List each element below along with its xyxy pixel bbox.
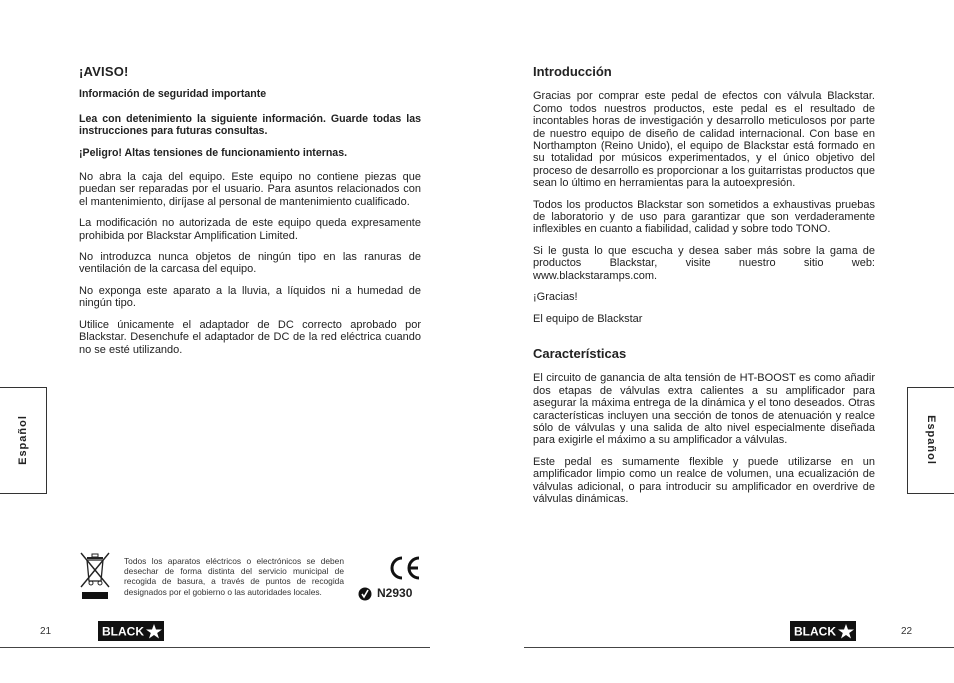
weee-notice: Todos los aparatos eléctricos o electrónicos se deben desechar de forma distinta del servicio municipal de recogida de basura, a través de puntos de recogida designados por el gobierno o las autoridades locales. (124, 556, 344, 597)
c-tick-icon (358, 587, 372, 601)
language-tab-label: Español (17, 415, 29, 465)
intro-paragraph: Si le gusta lo que escucha y desea saber más sobre la gama de productos Blackstar, visite nuestro sitio web: www.blackstaramps.com. (533, 244, 875, 282)
certification-code: N2930 (377, 586, 413, 600)
ce-mark-icon (386, 555, 422, 581)
page-number-left: 21 (40, 626, 52, 637)
language-tab-right (907, 387, 954, 494)
warning-section (79, 66, 421, 365)
intro-paragraph: ¡Gracias! (533, 291, 578, 304)
blackstar-logo (790, 621, 856, 641)
language-tab-label: Español (925, 415, 937, 465)
page-number-right: 22 (901, 626, 913, 637)
features-paragraph: Este pedal es sumamente flexible y puede utilizarse en un amplificador limpio como un realce de volumen, una ecualización de válvulas adicional, o para introducir su amplificador en overdrive de válvulas dinámicas. (533, 455, 875, 505)
logo-text: BLACK (102, 624, 144, 639)
warning-paragraph: No introduzca nunca objetos de ningún tipo en las ranuras de ventilación de la carcasa del equipo. (79, 251, 421, 276)
danger-note: ¡Peligro! Altas tensiones de funcionamiento internas. (79, 146, 348, 159)
warning-paragraph: No exponga este aparato a la lluvia, a líquidos ni a humedad de ningún tipo. (79, 284, 421, 310)
features-heading: Características (533, 345, 627, 361)
warning-paragraph: La modificación no autorizada de este equipo queda expresamente prohibida por Blackstar Amplification Limited. (79, 217, 421, 242)
logo-text: BLACK (794, 624, 836, 639)
intro-heading: Introducción (533, 64, 612, 79)
weee-bin-icon (79, 551, 111, 601)
read-instructions-note: Lea con detenimiento la siguiente información. Guarde todas las instrucciones para futuras consultas. (79, 112, 421, 138)
features-paragraph: El circuito de ganancia de alta tensión de HT-BOOST es como añadir dos etapas de válvulas extra calientes a su amplificador para asegurar la máxima entrega de la dinámica y el tono deseados. Otras características incluyen una sección de tonos de atenuación y realce sólo de válvulas y una salida de alto nivel especialmente diseñada para exigirle el máximo a su amplificador a válvulas. (533, 372, 875, 447)
language-tab-left (0, 387, 47, 494)
intro-paragraph: Todos los productos Blackstar son sometidos a exhaustivas pruebas de laboratorio y de uso para garantizar que son verdaderamente inflexibles en cuanto a fiabilidad, calidad y sobre todo TONO. (533, 198, 875, 236)
safety-subheading: Información de seguridad importante (79, 88, 267, 101)
warning-heading: ¡AVISO! (79, 64, 129, 79)
footer-rule-left (0, 647, 430, 648)
blackstar-logo (98, 621, 164, 641)
intro-paragraph: Gracias por comprar este pedal de efectos con válvula Blackstar. Como todos nuestros productos, este pedal es el resultado de incontables horas de investigación y desarrollo meticulosos por parte de nuestro equipo de diseño de calidad internacional. Con base en Northampton (Reino Unido), el equipo de Blackstar está formado en su totalidad por músicos experimentados, y el único objetivo del proceso de desarrollo es proporcionar a los guitarristas productos que sean lo último en herramientas para la autoexpresión. (533, 90, 875, 190)
intro-section (533, 66, 875, 514)
intro-paragraph: El equipo de Blackstar (533, 312, 643, 325)
warning-paragraph: No abra la caja del equipo. Este equipo no contiene piezas que puedan ser reparadas por el usuario. Para asuntos relacionados con el mantenimiento, diríjase al personal de mantenimiento cualificado. (79, 171, 421, 208)
footer-rule-right (524, 647, 954, 648)
warning-paragraph: Utilice únicamente el adaptador de DC correcto aprobado por Blackstar. Desenchufe el adaptador de DC de la red eléctrica cuando no se esté utilizando. (79, 318, 421, 356)
